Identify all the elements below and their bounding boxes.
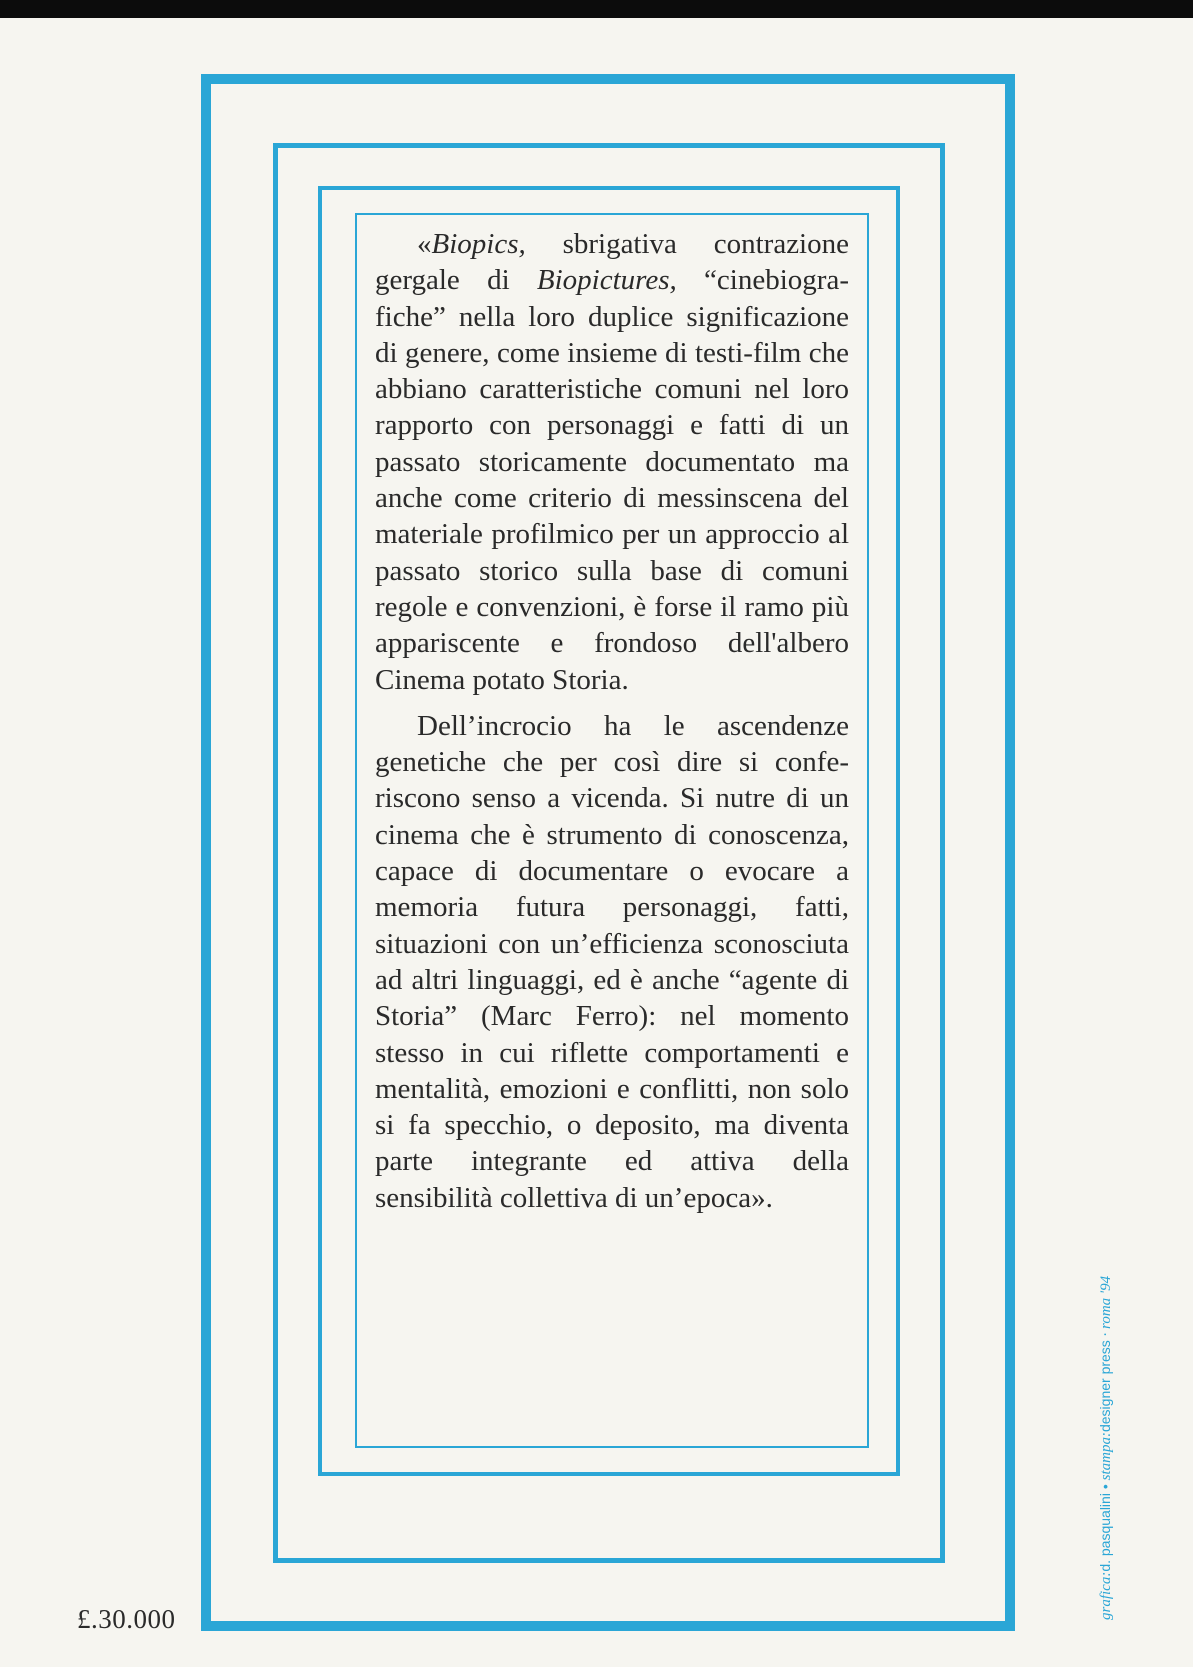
credits-separator: • [1097, 1480, 1113, 1494]
blurb-paragraph-2: Dell’incrocio ha le ascendenze genetiche che per così dire si conferiscono senso a vicenda. Si nutre di un cinema che è strumento di conoscenza, capace di documentare o evocare a memoria futura personaggi, fatti, situazioni con un’efficienza sconosciuta ad altri linguaggi, ed è anche “agente di Storia” (Marc Ferro): nel momento stesso in cui riflette comportamenti e mentalità, emozioni e conflitti, non solo si fa specchio, o deposito, ma diventa parte integrante ed attiva della sensibilità collettiva di un’epoca». [375, 709, 849, 1214]
stampa-name: designer press [1097, 1340, 1113, 1433]
term-biopics: Biopics, [431, 228, 526, 260]
top-shadow-strip [0, 0, 1193, 18]
term-biopictures: Biopictures, [536, 264, 677, 297]
price-label: £.30.000 [77, 1604, 176, 1634]
blurb-p1-part1: sbrigativa contrazione gergale di [375, 228, 849, 297]
quote-open: « [417, 228, 432, 260]
grafica-name: d. pasqualini [1097, 1493, 1113, 1572]
place-year: · roma '94 [1098, 1275, 1114, 1341]
blurb-paragraph-1 [375, 226, 849, 698]
printing-credits [1097, 1276, 1115, 1620]
blurb-text [375, 226, 849, 1226]
blurb-p1-part2: “cinebiografiche” nella loro duplice significazione di genere, come insieme di testi-film che abbiano caratteristiche comuni nel loro rapporto con personaggi e fatti di un passato storicamente documentato ma anche come criterio di messinscena del materiale profilmico per un approccio al passato storico sulla base di comuni regole e convenzioni, è forse il ramo più appariscente e frondoso dell'albero Cinema potato Storia. [375, 264, 849, 696]
stampa-label: stampa: [1098, 1432, 1114, 1481]
grafica-label: grafica: [1098, 1571, 1114, 1620]
